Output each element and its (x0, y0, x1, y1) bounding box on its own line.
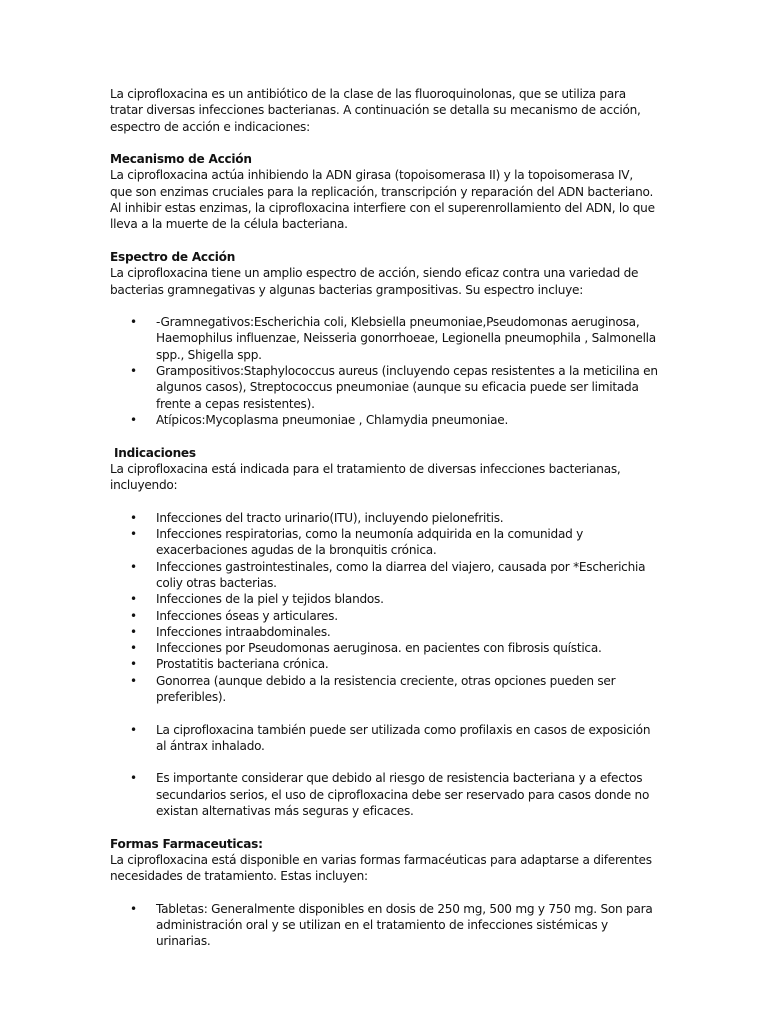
list-item (110, 510, 658, 526)
bullet-icon: • (130, 722, 137, 737)
list-item (110, 624, 658, 640)
list-item (110, 901, 658, 950)
list-item (110, 770, 658, 819)
profilaxis-list (110, 722, 658, 755)
spacer (110, 135, 658, 151)
espectro-list (110, 314, 658, 428)
list-item-text: Infecciones del tracto urinario(ITU), incluyendo pielonefritis. (156, 510, 504, 525)
list-item-text: Prostatitis bacteriana crónica. (156, 657, 329, 672)
bullet-icon: • (130, 527, 137, 542)
spacer (110, 705, 658, 721)
list-item-text: La ciprofloxacina también puede ser utilizada como profilaxis en casos de exposición al ántrax inhalado. (156, 722, 651, 753)
list-item (110, 591, 658, 607)
spacer (110, 233, 658, 249)
list-item-text: Grampositivos:Staphylococcus aureus (incluyendo cepas resistentes a la meticilina en algunos casos), Streptococcus pneumoniae (aunque su eficacia puede ser limitada frente a cepas resistentes). (156, 364, 658, 411)
list-item (110, 559, 658, 592)
spacer (110, 885, 658, 901)
spacer (110, 298, 658, 314)
list-item (110, 722, 658, 755)
indicaciones-list (110, 510, 658, 706)
list-item-text: Es importante considerar que debido al riesgo de resistencia bacteriana y a efectos secundarios serios, el uso de ciprofloxacina debe ser reservado para casos donde no existan alternativas más seguras y eficaces. (156, 771, 650, 819)
bullet-icon: • (130, 315, 137, 330)
list-item (110, 314, 658, 363)
bullet-icon: • (130, 592, 137, 607)
formas-list (110, 901, 658, 950)
formas-heading: Formas Farmaceuticas: (110, 836, 263, 851)
bullet-icon: • (130, 364, 137, 379)
list-item-text: Infecciones respiratorias, como la neumonía adquirida en la comunidad y exacerbaciones agudas de la bronquitis crónica. (156, 527, 584, 558)
list-item (110, 673, 658, 706)
list-item (110, 526, 658, 559)
list-item-text: Atípicos:Mycoplasma pneumoniae , Chlamydia pneumoniae. (156, 412, 509, 427)
bullet-icon: • (130, 901, 137, 916)
bullet-icon: • (130, 771, 137, 786)
resistencia-list (110, 770, 658, 819)
list-item-text: Infecciones intraabdominales. (156, 624, 331, 639)
bullet-icon: • (130, 510, 137, 525)
list-item (110, 412, 658, 428)
spacer (110, 754, 658, 770)
list-item-text: Infecciones gastrointestinales, como la diarrea del viajero, causada por *Escherichia coliy otras bacterias. (156, 559, 646, 590)
list-item (110, 640, 658, 656)
list-item-text: Infecciones por Pseudomonas aeruginosa. en pacientes con fibrosis quística. (156, 641, 602, 656)
bullet-icon: • (130, 559, 137, 574)
bullet-icon: • (130, 641, 137, 656)
bullet-icon: • (130, 624, 137, 639)
formas-paragraph: La ciprofloxacina está disponible en varias formas farmacéuticas para adaptarse a diferentes necesidades de tratamiento. Estas incluyen: (110, 852, 652, 884)
list-item-text: -Gramnegativos:Escherichia coli, Klebsiella pneumoniae,Pseudomonas aeruginosa, Haemophilus influenzae, Neisseria gonorrhoeae, Legionella pneumophila , Salmonella spp., Shigella spp. (156, 315, 656, 362)
list-item-text: Tabletas: Generalmente disponibles en dosis de 250 mg, 500 mg y 750 mg. Son para administración oral y se utilizan en el tratamiento de infecciones sistémicas y urinarias. (156, 901, 653, 949)
spacer (110, 493, 658, 509)
bullet-icon: • (130, 657, 137, 672)
spacer (110, 819, 658, 835)
list-item-text: Gonorrea (aunque debido a la resistencia creciente, otras opciones pueden ser preferibles). (156, 673, 616, 704)
list-item (110, 656, 658, 672)
indicaciones-paragraph: La ciprofloxacina está indicada para el tratamiento de diversas infecciones bacterianas, incluyendo: (110, 461, 621, 493)
list-item-text: Infecciones óseas y articulares. (156, 608, 338, 623)
list-item (110, 363, 658, 412)
list-item-text: Infecciones de la piel y tejidos blandos. (156, 592, 384, 607)
mecanismo-paragraph: La ciprofloxacina actúa inhibiendo la ADN girasa (topoisomerasa II) y la topoisomerasa IV, que son enzimas cruciales para la replicación, transcripción y reparación del ADN bacteriano. Al inhibir estas enzimas, la ciprofloxacina interfiere con el superenrollamiento del ADN, lo que lleva a la muerte de la célula bacteriana. (110, 168, 655, 232)
indicaciones-heading: Indicaciones (110, 445, 196, 460)
bullet-icon: • (130, 608, 137, 623)
intro-paragraph: La ciprofloxacina es un antibiótico de la clase de las fluoroquinolonas, que se utiliza para tratar diversas infecciones bacterianas. A continuación se detalla su mecanismo de acción, espectro de acción e indicaciones: (110, 87, 641, 134)
espectro-heading: Espectro de Acción (110, 249, 236, 264)
mecanismo-heading: Mecanismo de Acción (110, 152, 252, 167)
document-page (110, 86, 658, 950)
bullet-icon: • (130, 673, 137, 688)
espectro-paragraph: La ciprofloxacina tiene un amplio espectro de acción, siendo eficaz contra una variedad de bacterias gramnegativas y algunas bacterias grampositivas. Su espectro incluye: (110, 266, 639, 297)
spacer (110, 428, 658, 444)
bullet-icon: • (130, 412, 137, 427)
list-item (110, 608, 658, 624)
